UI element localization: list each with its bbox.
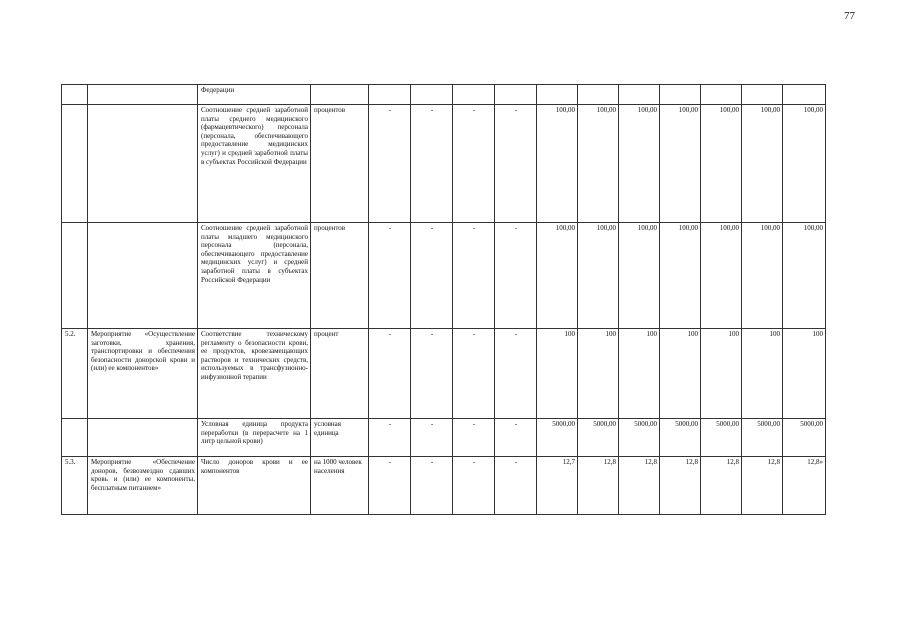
value-cell	[783, 85, 826, 105]
value-cell: 100,00	[660, 223, 701, 329]
value-cell: 100	[578, 329, 619, 419]
event-cell	[88, 419, 198, 457]
value-cell: 5000,00	[537, 419, 578, 457]
value-cell: -	[453, 457, 495, 515]
event-cell	[88, 223, 198, 329]
unit-cell: на 1000 человек населения	[311, 457, 369, 515]
row-number-cell	[62, 223, 88, 329]
value-cell	[701, 85, 742, 105]
row-number-cell	[62, 419, 88, 457]
value-cell: -	[495, 223, 537, 329]
value-cell	[537, 85, 578, 105]
value-cell: 100,00	[783, 105, 826, 223]
row-number-cell	[62, 85, 88, 105]
value-cell: 100,00	[660, 105, 701, 223]
value-cell: 12,8	[742, 457, 783, 515]
value-cell	[619, 85, 660, 105]
value-cell: 100,00	[742, 105, 783, 223]
row-number-cell	[62, 105, 88, 223]
value-cell	[411, 85, 453, 105]
value-cell: -	[369, 223, 411, 329]
value-cell: 100,00	[783, 223, 826, 329]
indicators-table	[61, 84, 826, 515]
indicator-cell: Федерации	[198, 85, 311, 105]
unit-cell	[311, 85, 369, 105]
value-cell: 12,8»	[783, 457, 826, 515]
value-cell: 100,00	[578, 223, 619, 329]
event-cell: Мероприятие «Обеспечение доноров, безвозмездно сдавших кровь и (или) ее компоненты, бесплатным питанием»	[88, 457, 198, 515]
value-cell: 12,8	[619, 457, 660, 515]
value-cell: -	[495, 105, 537, 223]
value-cell: 5000,00	[578, 419, 619, 457]
value-cell: -	[369, 105, 411, 223]
value-cell: 100,00	[578, 105, 619, 223]
value-cell: -	[369, 419, 411, 457]
indicator-cell: Соотношение средней заработной платы среднего медицинского (фармацевтического) персонала (персонала, обеспечивающего предоставление медицинских услуг) и средней заработной платы в субъектах Российской Федерации	[198, 105, 311, 223]
table-row	[62, 329, 826, 419]
value-cell: 5000,00	[660, 419, 701, 457]
indicator-cell: Число доноров крови и ее компонентов	[198, 457, 311, 515]
value-cell: 100	[660, 329, 701, 419]
indicator-cell: Соответствие техническому регламенту о безопасности крови, ее продуктов, кровезамещающих растворов и технических средств, используемых в трансфузионно-инфузионной терапии	[198, 329, 311, 419]
value-cell: 100,00	[619, 223, 660, 329]
value-cell	[660, 85, 701, 105]
value-cell	[578, 85, 619, 105]
value-cell	[369, 85, 411, 105]
value-cell: -	[411, 223, 453, 329]
table-row	[62, 223, 826, 329]
event-cell: Мероприятие «Осуществление заготовки, хранения, транспортировки и обеспечения безопасности донорской крови и (или) ее компонентов»	[88, 329, 198, 419]
row-number-cell: 5.2.	[62, 329, 88, 419]
value-cell: 12,8	[660, 457, 701, 515]
value-cell: 100	[701, 329, 742, 419]
value-cell: 100	[537, 329, 578, 419]
table-row	[62, 457, 826, 515]
unit-cell: процентов	[311, 223, 369, 329]
value-cell: -	[369, 329, 411, 419]
value-cell: 5000,00	[619, 419, 660, 457]
value-cell: 100,00	[537, 105, 578, 223]
unit-cell: условная единица	[311, 419, 369, 457]
value-cell: -	[453, 419, 495, 457]
event-cell	[88, 85, 198, 105]
value-cell: 100,00	[701, 105, 742, 223]
value-cell: 100,00	[619, 105, 660, 223]
value-cell: -	[411, 419, 453, 457]
value-cell: 5000,00	[783, 419, 826, 457]
value-cell: -	[411, 105, 453, 223]
table-row	[62, 105, 826, 223]
value-cell: -	[411, 457, 453, 515]
value-cell: 5000,00	[742, 419, 783, 457]
value-cell: -	[495, 329, 537, 419]
indicator-cell: Условная единица продукта переработки (в перерасчете на 1 литр цельной крови)	[198, 419, 311, 457]
value-cell: -	[453, 223, 495, 329]
unit-cell: процент	[311, 329, 369, 419]
unit-cell: процентов	[311, 105, 369, 223]
value-cell: 100,00	[742, 223, 783, 329]
value-cell: 100,00	[701, 223, 742, 329]
value-cell: 100,00	[537, 223, 578, 329]
row-number-cell: 5.3.	[62, 457, 88, 515]
value-cell: -	[453, 105, 495, 223]
value-cell	[495, 85, 537, 105]
table-row	[62, 419, 826, 457]
value-cell: 12,7	[537, 457, 578, 515]
value-cell: 100	[619, 329, 660, 419]
indicator-cell: Соотношение средней заработной платы младшего медицинского персонала (персонала, обеспечивающего предоставление медицинских услуг) и средней заработной платы в субъектах Российской Федерации	[198, 223, 311, 329]
value-cell: -	[411, 329, 453, 419]
value-cell	[742, 85, 783, 105]
value-cell: 5000,00	[701, 419, 742, 457]
page-number: 77	[844, 10, 855, 22]
value-cell: 12,8	[701, 457, 742, 515]
value-cell: -	[369, 457, 411, 515]
table-row	[62, 85, 826, 105]
value-cell: -	[495, 457, 537, 515]
value-cell: 100	[783, 329, 826, 419]
value-cell: 12,8	[578, 457, 619, 515]
value-cell: -	[453, 329, 495, 419]
value-cell: -	[495, 419, 537, 457]
value-cell	[453, 85, 495, 105]
event-cell	[88, 105, 198, 223]
value-cell: 100	[742, 329, 783, 419]
